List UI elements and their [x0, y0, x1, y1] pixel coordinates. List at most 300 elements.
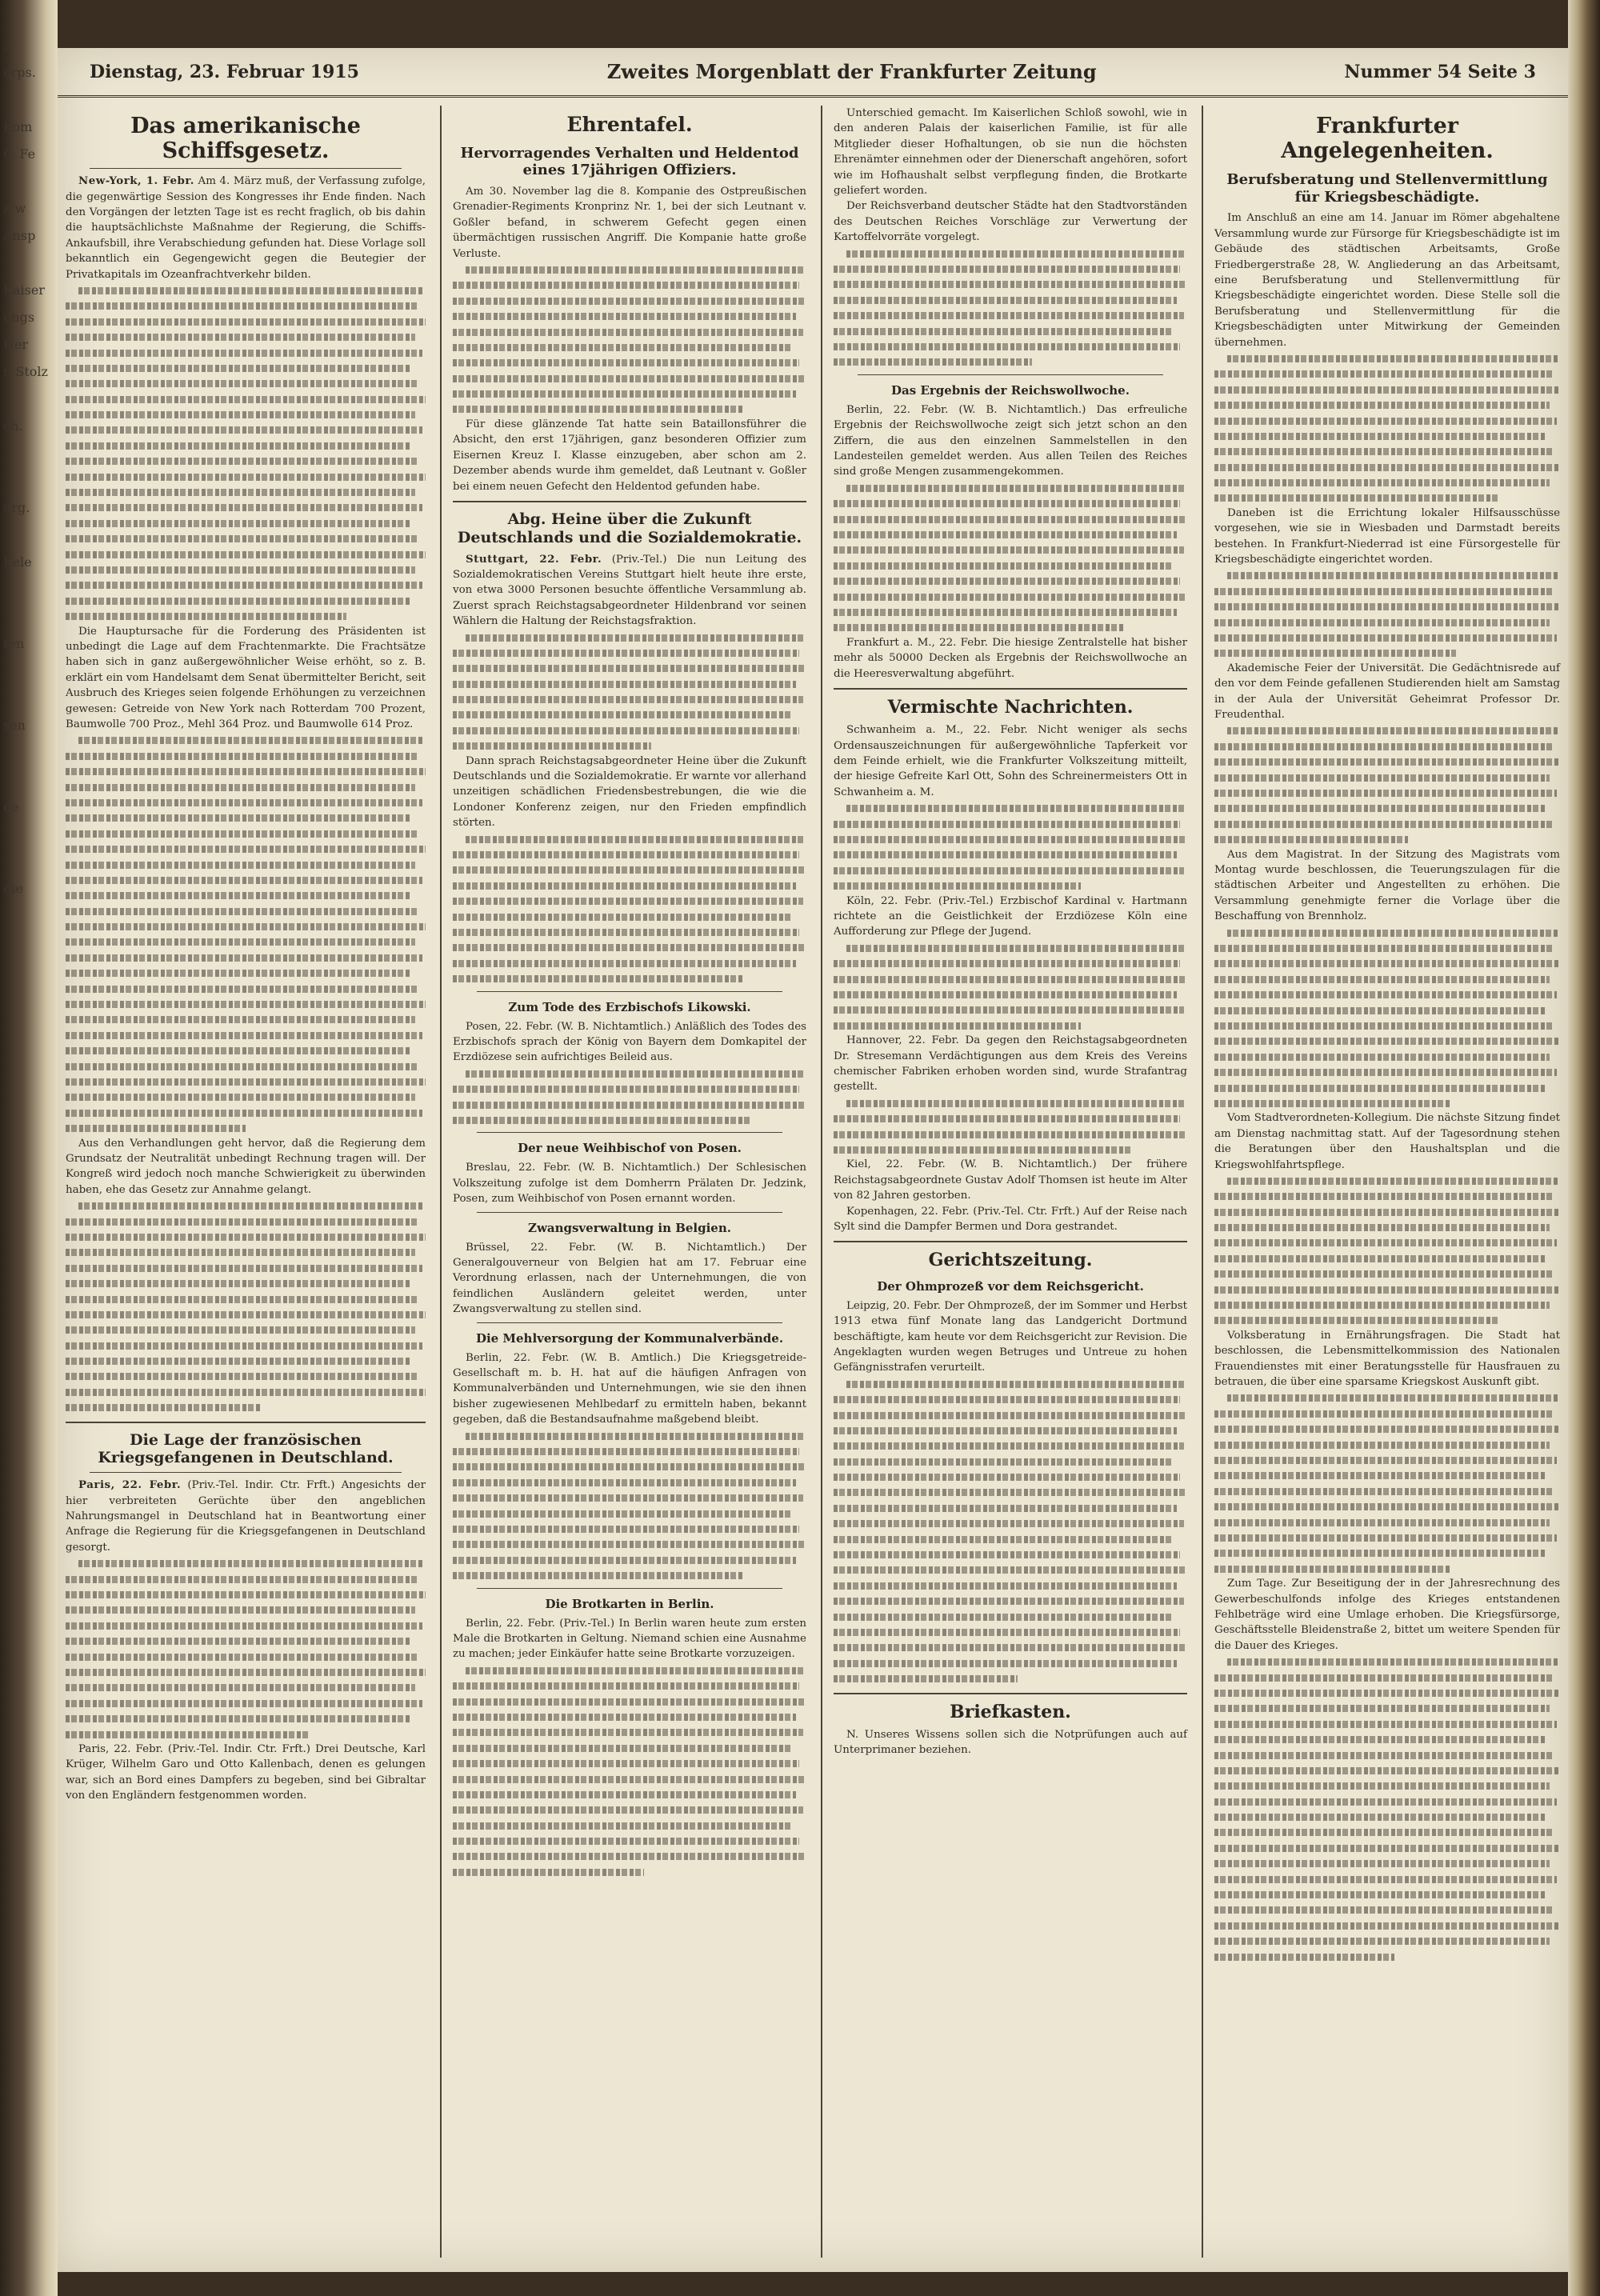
article-paragraph: Schwanheim a. M., 22. Febr. Nicht weniger als sechs Ordensauszeichnungen für außergewöhnliche Tapferkeit vor dem Feinde erhielt, wie die Frankfurter Volkszeitung mitteilt, der hiesige Gefreite Karl Ott, Sohn des Schreinermeisters Ott in Schwanheim a. M.	[834, 724, 1187, 798]
text-line	[1214, 1871, 1557, 1886]
text-line	[1214, 459, 1560, 474]
text-line	[1214, 443, 1553, 458]
text-filler	[66, 732, 426, 1135]
text-line	[453, 645, 799, 660]
text-line	[1214, 630, 1557, 645]
strip-fragment: ten	[3, 636, 25, 651]
text-line	[453, 1097, 806, 1112]
column-1	[58, 106, 434, 2258]
text-line	[1227, 567, 1559, 582]
text-line	[1214, 1731, 1546, 1746]
text-line	[66, 887, 411, 902]
text-line	[453, 1833, 799, 1848]
column-rule	[1202, 106, 1203, 2258]
text-line	[1214, 413, 1557, 428]
text-line	[1214, 1716, 1557, 1731]
text-line	[66, 996, 426, 1011]
text-line	[453, 401, 742, 416]
text-line	[834, 971, 1187, 986]
text-line	[466, 1066, 805, 1081]
text-line	[1214, 1406, 1553, 1421]
strip-fragment	[3, 1093, 51, 1120]
text-line	[834, 816, 1180, 831]
text-line	[66, 530, 418, 546]
headline-gerichtszeitung: Gerichtszeitung.	[928, 1250, 1093, 1271]
text-line	[453, 277, 799, 292]
article-paragraph: N. Unseres Wissens sollen sich die Notprüfungen auch auf Unterprimaner beziehen.	[834, 1728, 1187, 1757]
text-line	[1227, 1654, 1559, 1669]
text-line	[66, 1602, 415, 1617]
strip-fragment	[3, 1038, 51, 1066]
text-filler	[1214, 925, 1560, 1111]
text-filler	[453, 1428, 806, 1583]
divider	[477, 1588, 782, 1589]
text-line	[453, 738, 651, 753]
text-line	[834, 1655, 1177, 1670]
strip-fragment	[3, 739, 51, 766]
text-line	[1214, 1002, 1546, 1018]
text-line	[66, 1058, 418, 1074]
text-line	[1214, 831, 1408, 846]
strip-fragment: n Stolz	[3, 364, 48, 379]
text-line	[78, 282, 424, 298]
article-paragraph: Dann sprach Reichstagsabgeordneter Heine über die Zukunft Deutschlands und die Sozialdemokratie. Er warnte vor allerhand unzeitigen schädlichen Friedensbestrebungen, die wie die Londoner Konferenz zeigen, nur den Frieden empfindlich störten.	[453, 754, 806, 830]
text-line	[834, 986, 1177, 1002]
article-paragraph: New-York, 1. Febr. Am 4. März muß, der Verfassung zufolge, die gegenwärtige Session des Kongresses ihr Ende finden. Nach den Vorgängen der letzten Tage ist es recht fraglich, ob bis dahin die hauptsächlichste Maßnahme der Regierung, die Schiffs-Ankaufsbill, ihre Verabschiedung gefunden hat. Diese Vorlage soll bekanntlich ein Gegengewicht gegen die Beutegier der Privatkapitals im Ozeanfrachtverkehr bilden.	[66, 174, 426, 281]
text-line	[1214, 1266, 1553, 1281]
article-paragraph: Brüssel, 22. Febr. (W. B. Nichtamtlich.) Der Generalgouverneur von Belgien hat am 17. Februar eine Verordnung erlassen, nach der Unternehmungen, die von feindlichen Ausländern geleitet werden, unter Zwangsverwaltung zu stellen sind.	[453, 1241, 806, 1316]
text-line	[453, 846, 799, 862]
text-line	[453, 1536, 806, 1551]
text-line	[1214, 816, 1553, 831]
text-line	[453, 1490, 803, 1505]
strip-fragment	[3, 603, 51, 630]
text-line	[66, 1322, 415, 1337]
text-line	[66, 1074, 426, 1089]
text-line	[1214, 428, 1546, 443]
text-line	[834, 619, 1123, 634]
text-line	[834, 1407, 1187, 1422]
text-filler	[1214, 1173, 1560, 1328]
article-paragraph: Berlin, 22. Febr. (W. B. Nichtamtlich.) Das erfreuliche Ergebnis der Reichswollwoche zeigt sich jetzt schon an den Ziffern, die aus den einzelnen Sammelstellen in den Landesteilen gemeldet werden. Aus allen Teilen des Reiches sind große Mengen zusammengekommen.	[834, 403, 1187, 478]
text-line	[834, 1018, 1081, 1033]
text-line	[453, 1709, 796, 1724]
strip-fragment	[3, 1147, 51, 1174]
text-line	[66, 794, 422, 810]
text-line	[66, 1649, 418, 1664]
text-filler	[453, 262, 806, 417]
text-line	[834, 1391, 1180, 1406]
text-line	[1214, 1670, 1553, 1685]
article-paragraph: Im Anschluß an eine am 14. Januar im Römer abgehaltene Versammlung wurde zur Fürsorge für Kriegsbeschädigte ist im Gebäude des städtischen Arbeitsamts, Große Friedbergerstraße 28, W. Angliederung an das Arbeitsamt, eine Berufsberatung und Stellenvermittlung für Kriegsbeschädigte eingerichtet worden. Diese Stelle soll die Berufsberatung und Stellenvermittlung für die Kriegsbeschädigten unter Mitwirkung der Gemeinden übernehmen.	[1214, 212, 1560, 349]
text-line	[453, 1786, 796, 1802]
text-line	[453, 1678, 799, 1693]
strip-fragment	[3, 930, 51, 957]
text-line	[66, 1105, 422, 1120]
text-line	[66, 1027, 422, 1042]
article-paragraph: Akademische Feier der Universität. Die Gedächtnisrede auf den vor dem Feinde gefallenen Studierenden hielt am Samstag in der Aula der Universität Geheimrat Professor Dr. Freudenthal.	[1214, 662, 1560, 722]
text-line	[66, 1089, 415, 1104]
text-line	[1214, 1452, 1557, 1467]
text-line	[1214, 1886, 1546, 1902]
divider	[834, 688, 1187, 690]
text-line	[834, 878, 1081, 893]
text-line	[66, 1384, 426, 1399]
text-line	[1214, 382, 1560, 397]
article-paragraph: Kiel, 22. Febr. (W. B. Nichtamtlich.) Der frühere Reichstagsabgeordnete Gustav Adolf Thomsen ist heute im Alter von 82 Jahren gestorben.	[834, 1158, 1187, 1202]
divider	[834, 1241, 1187, 1242]
text-filler	[834, 480, 1187, 635]
text-line	[834, 1454, 1173, 1469]
text-filler	[453, 831, 806, 986]
text-line	[66, 469, 426, 484]
text-line	[1214, 1918, 1560, 1933]
strip-fragment	[3, 250, 51, 277]
text-line	[78, 1198, 424, 1213]
strip-fragment	[3, 1174, 51, 1202]
article-paragraph: Breslau, 22. Febr. (W. B. Nichtamtlich.) Der Schlesischen Volkszeitung zufolge ist dem Domherrn Prälaten Dr. Jedzink, Posen, zum Weihbischof von Posen ernannt worden.	[453, 1162, 806, 1206]
issue-number: Nummer 54 Seite 3	[1344, 61, 1536, 82]
column-rule	[821, 106, 822, 2258]
text-line	[1214, 1949, 1394, 1964]
text-line	[66, 903, 418, 918]
text-line	[1214, 785, 1557, 800]
strip-fragment: orps.	[3, 65, 36, 80]
text-line	[66, 1368, 418, 1383]
text-line	[1214, 1018, 1553, 1033]
strip-fragment	[3, 1229, 51, 1256]
strip-fragment	[3, 1011, 51, 1038]
headline-schiffsgesetz: Das amerikanische Schiffsgesetz.	[130, 114, 361, 164]
column-rule	[440, 106, 442, 2258]
text-line	[1214, 1794, 1557, 1809]
text-line	[466, 1662, 805, 1678]
text-line	[66, 1695, 422, 1710]
text-line	[834, 511, 1187, 526]
text-line	[1214, 986, 1557, 1002]
text-line	[1214, 971, 1550, 986]
text-line	[453, 862, 806, 877]
text-line	[66, 1571, 418, 1586]
text-line	[453, 893, 803, 908]
text-line	[1214, 1902, 1553, 1917]
text-line	[453, 1755, 799, 1770]
text-line	[834, 526, 1177, 542]
article-paragraph: Kopenhagen, 22. Febr. (Priv.-Tel. Ctr. Frft.) Auf der Reise nach Sylt sind die Dampfer Bermen und Dora gestrandet.	[834, 1205, 1187, 1233]
text-line	[834, 1593, 1184, 1608]
previous-page-strip	[0, 32, 51, 2272]
text-line	[1214, 1498, 1560, 1514]
divider	[477, 1212, 782, 1213]
text-line	[834, 261, 1180, 276]
strip-fragment	[3, 984, 51, 1011]
text-line	[66, 748, 418, 763]
text-line	[1227, 1173, 1559, 1188]
article-paragraph: Vom Stadtverordneten-Kollegium. Die nächste Sitzung findet am Dienstag nachmittag statt. Auf der Tagesordnung stehen die Beratungen über den Haushaltsplan und die Kriegswohlfahrtspflege.	[1214, 1112, 1560, 1171]
headline-briefkasten: Briefkasten.	[950, 1701, 1071, 1722]
text-line	[834, 338, 1180, 354]
text-line	[453, 1740, 792, 1755]
strip-fragment: Ansp	[3, 228, 36, 243]
text-line	[66, 345, 422, 360]
text-line	[66, 950, 422, 965]
text-line	[453, 1864, 644, 1879]
text-filler	[834, 1095, 1187, 1158]
text-line	[834, 354, 1032, 369]
newspaper-page	[58, 48, 1568, 2272]
text-line	[66, 1306, 426, 1322]
text-line	[1214, 1483, 1553, 1498]
text-line	[1214, 1033, 1560, 1048]
text-line	[66, 810, 411, 825]
divider	[90, 168, 402, 169]
text-filler	[453, 1662, 806, 1879]
text-line	[66, 965, 411, 980]
strip-fragment	[3, 766, 51, 794]
text-line	[1214, 955, 1560, 970]
text-filler	[1214, 1654, 1560, 1964]
text-line	[66, 841, 426, 856]
strip-fragment	[3, 1256, 51, 1283]
column-2	[445, 106, 814, 2258]
article-paragraph: Berlin, 22. Febr. (Priv.-Tel.) In Berlin waren heute zum ersten Male die Brotkarten in Geltung. Niemand schien eine Ausnahme zu machen; jeder Einkäufer hatte seine Brotkarte vorzuzeigen.	[453, 1617, 806, 1661]
text-line	[1214, 1809, 1546, 1824]
text-line	[1227, 722, 1559, 738]
text-line	[834, 307, 1184, 322]
text-line	[834, 1500, 1177, 1515]
text-line	[66, 1229, 426, 1244]
divider	[834, 1693, 1187, 1694]
text-line	[66, 562, 415, 577]
text-line	[834, 1469, 1180, 1484]
text-line	[466, 831, 805, 846]
text-line	[453, 1818, 792, 1833]
text-line	[453, 386, 796, 401]
divider	[477, 1132, 782, 1133]
strip-fragment: ch.	[3, 418, 23, 434]
article-paragraph: Daneben ist die Errichtung lokaler Hilfsausschüsse vorgesehen, wie sie in Wiesbaden und Darmstadt bereits bestehen. In Frankfurt-Niederrad ist eine Fürsorgestelle für Kriegsbeschädigte eingerichtet worden.	[1214, 506, 1560, 566]
newspaper-title: Zweites Morgenblatt der Frankfurter Zeitung	[606, 60, 1097, 83]
text-line	[453, 691, 803, 706]
article-paragraph: Paris, 22. Febr. (Priv.-Tel. Indir. Ctr. Frft.) Angesichts der hier verbreiteten Gerüchte über den angeblichen Nahrungsmangel in Deutschland hat in Beantwortung einer Anfrage die Regierung für die Kriegsgefangenen in Deutschland gesorgt.	[66, 1478, 426, 1554]
strip-fragment	[3, 902, 51, 930]
text-line	[834, 1531, 1173, 1546]
strip-fragment: Kele	[3, 554, 32, 570]
text-line	[66, 314, 426, 329]
text-line	[834, 589, 1187, 604]
text-line	[66, 453, 418, 468]
divider	[858, 374, 1163, 375]
text-line	[1214, 1188, 1553, 1203]
column-4	[1206, 106, 1568, 2258]
text-line	[66, 1291, 418, 1306]
text-line	[66, 484, 415, 499]
text-line	[66, 438, 411, 453]
article-paragraph: Paris, 22. Febr. (Priv.-Tel. Indir. Ctr. Frft.) Drei Deutsche, Karl Krüger, Wilhelm Garo und Otto Kallenbach, denen es gelungen war, sich an Bord eines Dampfers zu begeben, sind bei Gibraltar von den Engländern festgenommen worden.	[66, 1742, 426, 1802]
text-line	[1214, 738, 1553, 754]
article-paragraph: Am 30. November lag die 8. Kompanie des Ostpreußischen Grenadier-Regiments Kronprinz Nr. 1, bei der sich Leutnant v. Goßler befand, in schwerem Gefecht gegen einen übermächtigen russischen Angriff. Die Kompanie hatte große Verluste.	[453, 185, 806, 260]
text-line	[834, 1670, 1018, 1686]
strip-fragment	[3, 467, 51, 494]
text-line	[1214, 1824, 1553, 1839]
text-line	[66, 1664, 426, 1679]
text-line	[453, 1848, 806, 1863]
text-line	[834, 1578, 1177, 1593]
text-line	[66, 826, 418, 841]
text-line	[834, 1609, 1173, 1624]
text-line	[453, 1694, 806, 1709]
text-line	[834, 1624, 1180, 1639]
text-line	[1214, 1700, 1550, 1715]
text-line	[66, 1586, 426, 1602]
text-line	[1214, 770, 1550, 785]
text-line	[1214, 366, 1553, 381]
strip-fragment	[3, 957, 51, 984]
text-line	[466, 630, 805, 645]
text-line	[1214, 1778, 1550, 1793]
text-line	[846, 940, 1186, 955]
text-line	[66, 934, 415, 949]
text-line	[453, 339, 792, 354]
text-line	[66, 515, 411, 530]
article-paragraph: Zum Tage. Zur Beseitigung der in der Jahresrechnung des Gewerbeschulfonds infolge des Krieges entstandenen Fehlbeträge wird eine Umlage erhoben. Die Kriegsfürsorge, Geschäftsstelle Bleidenstraße 2, bittet um weitere Spenden für die Dauer des Krieges.	[1214, 1578, 1560, 1652]
headline-kriegsgefangene: Die Lage der französischen Kriegsgefangenen in Deutschland.	[98, 1430, 394, 1467]
text-line	[66, 872, 422, 887]
text-line	[834, 542, 1184, 557]
text-line	[1214, 598, 1560, 614]
text-line	[1214, 1437, 1550, 1452]
strip-fragment	[3, 440, 51, 467]
strip-fragment: 6. Fe	[3, 146, 36, 162]
text-line	[66, 375, 418, 390]
text-line	[453, 308, 796, 323]
text-line	[1214, 1840, 1560, 1855]
text-line	[66, 1042, 411, 1058]
divider	[90, 1472, 402, 1473]
text-line	[453, 1081, 799, 1096]
subhead-reichswollwoche: Das Ergebnis der Reichswollwoche.	[891, 382, 1130, 398]
text-line	[1214, 754, 1560, 769]
text-line	[453, 293, 806, 308]
text-line	[1214, 1282, 1560, 1297]
text-line	[1227, 925, 1559, 940]
text-line	[66, 1399, 260, 1414]
article-paragraph: Köln, 22. Febr. (Priv.-Tel.) Erzbischof Kardinal v. Hartmann richtete an die Geistlichkeit der Erzdiözese Köln eine Aufforderung zur Pflege der Jugend.	[834, 894, 1187, 938]
text-line	[834, 955, 1180, 970]
text-line	[453, 1506, 792, 1521]
article-paragraph: Berlin, 22. Febr. (W. B. Amtlich.) Die Kriegsgetreide-Gesellschaft m. b. H. hat auf die häufigen Anfragen von Kommunalverbänden und Unternehmungen, wie sie den ihnen bisher zugewiesenen Mehlbedarf zu ermitteln haben, bekannt gegeben, daß die Bestandsaufnahme maßgebend bleibt.	[453, 1351, 806, 1426]
text-line	[66, 1275, 411, 1290]
text-line	[453, 722, 799, 738]
text-line	[453, 939, 806, 954]
text-line	[66, 298, 418, 313]
text-line	[453, 1552, 796, 1567]
text-line	[453, 1724, 803, 1739]
text-line	[78, 1555, 424, 1570]
strip-fragment	[3, 1120, 51, 1147]
text-line	[66, 1120, 246, 1135]
divider	[453, 501, 806, 502]
text-line	[66, 1618, 422, 1633]
text-line	[66, 391, 426, 406]
text-filler	[1214, 1390, 1560, 1576]
text-line	[1214, 1747, 1553, 1762]
text-line	[1214, 1762, 1560, 1778]
divider	[477, 991, 782, 992]
text-line	[66, 1710, 411, 1726]
text-line	[834, 323, 1173, 338]
text-filler	[834, 1376, 1187, 1686]
text-line	[1227, 1390, 1559, 1405]
text-line	[66, 546, 426, 562]
headline-frankfurter: Frankfurter Angelegenheiten.	[1281, 114, 1494, 164]
text-line	[834, 276, 1187, 291]
text-line	[453, 706, 792, 722]
text-line	[1214, 583, 1553, 598]
text-line	[66, 422, 422, 437]
text-line	[453, 955, 796, 970]
article-paragraph: Volksberatung in Ernährungsfragen. Die Stadt hat beschlossen, die Lebensmittelkommission des Nationalen Frauendienstes mit einer Beratungsstelle für Hausfrauen zu betrauen, die über eine sparsame Kriegskost Auskunft gibt.	[1214, 1329, 1560, 1389]
text-filler	[1214, 350, 1560, 506]
columns	[58, 106, 1568, 2266]
text-line	[453, 1802, 803, 1817]
text-line	[453, 878, 796, 893]
text-line	[453, 370, 806, 386]
text-line	[846, 246, 1186, 261]
strip-fragment	[3, 1202, 51, 1229]
text-line	[1214, 1530, 1557, 1545]
text-line	[846, 1095, 1186, 1110]
subhead-mehlversorgung: Die Mehlversorgung der Kommunalverbände.	[475, 1330, 784, 1346]
text-filler	[1214, 567, 1560, 660]
strip-fragment	[3, 576, 51, 603]
text-filler	[66, 1555, 426, 1742]
masthead	[58, 48, 1568, 98]
text-line	[1214, 940, 1553, 955]
text-line	[66, 577, 422, 592]
subhead-weihbischof: Der neue Weihbischof von Posen.	[518, 1141, 742, 1156]
strip-fragment: 3	[3, 38, 12, 53]
subhead-brotkarten: Die Brotkarten in Berlin.	[545, 1596, 714, 1611]
strip-fragment	[3, 1066, 51, 1093]
text-line	[834, 1002, 1184, 1017]
text-line	[846, 1376, 1186, 1391]
strip-fragment: urg.	[3, 500, 30, 515]
text-line	[66, 593, 411, 608]
text-line	[66, 360, 411, 375]
text-line	[453, 924, 799, 939]
text-line	[834, 1126, 1187, 1142]
text-line	[453, 324, 803, 339]
subhead-likowski: Zum Tode des Erzbischofs Likowski.	[508, 999, 751, 1014]
text-line	[1214, 1514, 1550, 1530]
strip-fragment	[3, 658, 51, 685]
article-paragraph: Leipzig, 20. Febr. Der Ohmprozeß, der im Sommer und Herbst 1913 etwa fünf Monate lang das Landgericht Dortmund beschäftigte, kam heute vor dem Reichsgericht zur Revision. Die Angeklagten wurden wegen Betruges und Untreue zu hohen Gefängnisstrafen verurteilt.	[834, 1299, 1187, 1374]
text-line	[1214, 1080, 1546, 1095]
text-line	[453, 1771, 806, 1786]
text-filler	[453, 630, 806, 754]
text-filler	[834, 800, 1187, 893]
strip-fragment	[3, 821, 51, 848]
strip-fragment	[3, 386, 51, 413]
text-line	[1214, 1064, 1557, 1079]
headline-vermischte: Vermischte Nachrichten.	[887, 696, 1134, 718]
strip-fragment: Her	[3, 337, 29, 352]
subhead-heine: Abg. Heine über die Zukunft Deutschlands und die Sozialdemokratie.	[457, 510, 802, 546]
text-line	[1214, 1467, 1546, 1482]
strip-fragment	[3, 848, 51, 875]
text-line	[834, 862, 1184, 878]
